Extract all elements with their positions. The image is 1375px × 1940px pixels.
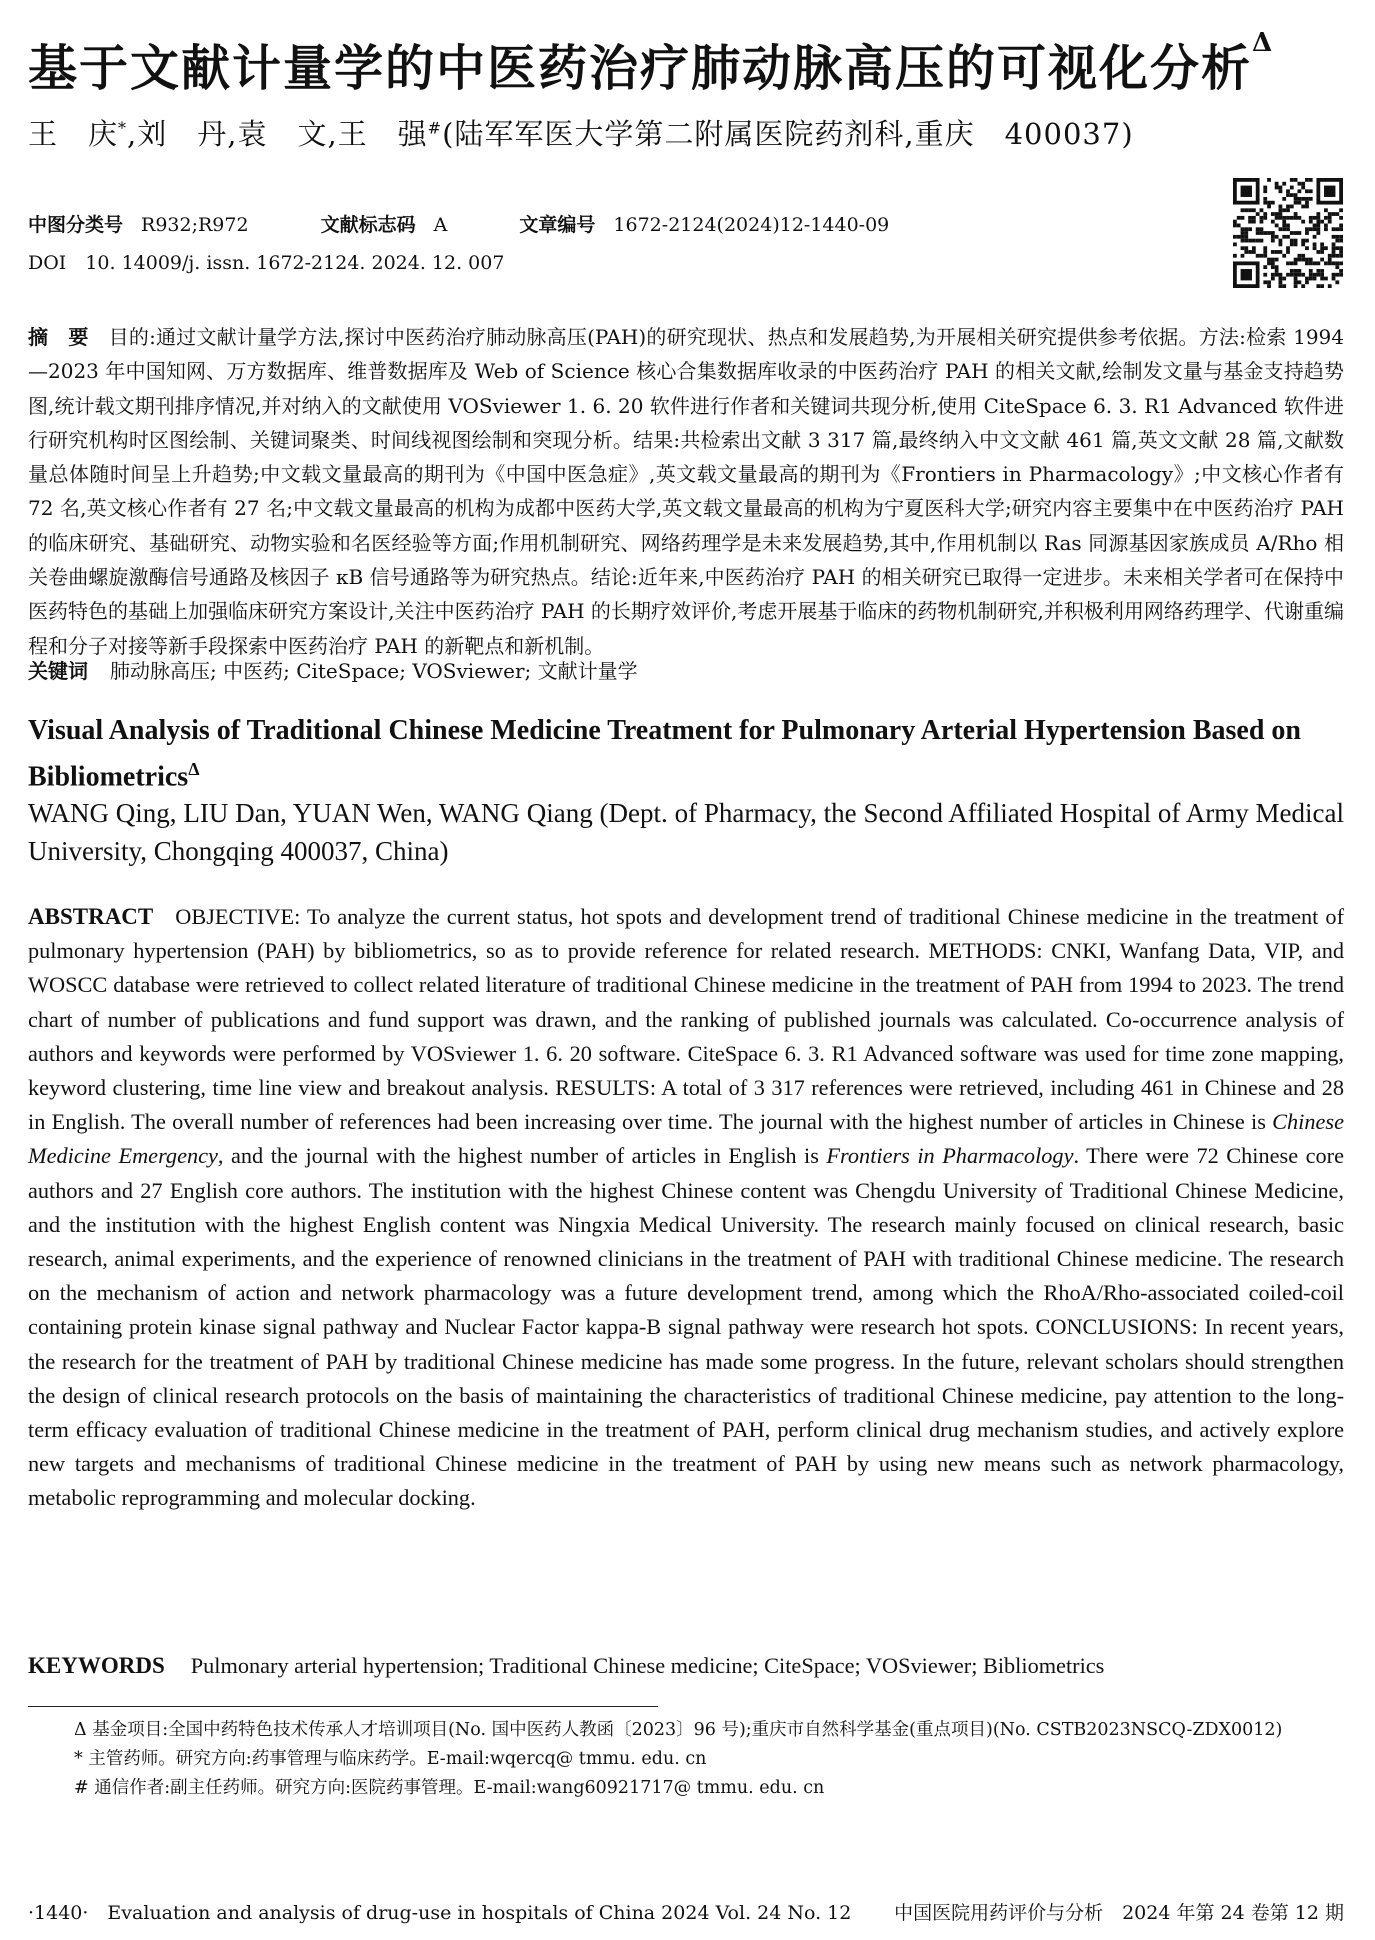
author-rest: ,刘 丹,袁 文,王 强	[127, 117, 428, 151]
footnotes	[28, 1716, 1344, 1803]
article-title-en	[28, 712, 1344, 796]
abstract-cn-label: 摘 要	[28, 325, 89, 349]
footnote-fund: Δ 基金项目:全国中药特色技术传承人才培训项目(No. 国中医药人教函〔2023〕96 号);重庆市自然科学基金(重点项目)(No. CSTB2023NSCQ-ZDX0012)	[74, 1720, 1283, 1740]
authors-en: WANG Qing, LIU Dan, YUAN Wen, WANG Qiang (Dept. of Pharmacy, the Second Affiliated Hospital of Army Medical University, Chongqing 400037, China)	[28, 798, 1344, 866]
footnote-divider	[28, 1706, 658, 1707]
clc-label: 中图分类号	[28, 214, 124, 236]
article-no-value: 1672-2124(2024)12-1440-09	[613, 214, 890, 236]
footer-left: ·1440· Evaluation and analysis of drug-use in hospitals of China 2024 Vol. 24 No. 12	[28, 1902, 852, 1924]
keywords-en-text: Pulmonary arterial hypertension; Traditional Chinese medicine; CiteSpace; VOSviewer; Bibliometrics	[190, 1653, 1105, 1678]
doc-code-label: 文献标志码	[320, 214, 416, 236]
authors-cn	[28, 112, 1328, 153]
footnote-author: * 主管药师。研究方向:药事管理与临床药学。E-mail:wqercq@ tmmu. edu. cn	[74, 1749, 707, 1769]
keywords-cn	[28, 655, 1344, 684]
journal-cn-italic: Chinese Medicine Emergency	[28, 1109, 1344, 1169]
title-en-fund-mark: Δ	[188, 759, 200, 779]
abstract-cn	[28, 320, 1344, 663]
author-mark-hash: #	[427, 118, 443, 138]
abstract-en-text-2: , and the journal with the highest number of articles in English is	[217, 1143, 819, 1169]
abstract-en-label: ABSTRACT	[28, 904, 154, 929]
keywords-en	[28, 1653, 1344, 1679]
article-title-cn	[28, 30, 1348, 100]
affiliation-cn: (陆军军医大学第二附属医院药剂科,重庆 400037)	[442, 117, 1134, 151]
journal-en-italic: Frontiers in Pharmacology	[826, 1143, 1074, 1169]
keywords-cn-text: 肺动脉高压; 中医药; CiteSpace; VOSviewer; 文献计量学	[110, 659, 638, 683]
footer-right: 中国医院用药评价与分析 2024 年第 24 卷第 12 期	[894, 1902, 1344, 1924]
article-meta-row	[28, 210, 955, 237]
footnote-corresponding: # 通信作者:副主任药师。研究方向:医院药事管理。E-mail:wang60921717@ tmmu. edu. cn	[74, 1778, 825, 1798]
abstract-en-text-3: . There were 72 Chinese core authors and 27 English core authors. The institution with the highest Chinese content was Chengdu University of Traditional Chinese Medicine, and the institution with the highest English content was Ningxia Medical University. The research mainly focused on clinical research, basic research, animal experiments, and the experience of renowned clinicians in the treatment of PAH with traditional Chinese medicine. The research on the mechanism of action and network pharmacology was a future development trend, among which the RhoA/Rho-associated coiled-coil containing protein kinase signal pathway and Nuclear Factor kappa-B signal pathway were research hot spots. CONCLUSIONS: In recent years, the research for the treatment of PAH by traditional Chinese medicine has made some progress. In the future, relevant scholars should strengthen the design of clinical research protocols on the basis of maintaining the characteristics of traditional Chinese medicine, pay attention to the long-term efficacy evaluation of traditional Chinese medicine in the treatment of PAH, perform clinical drug mechanism studies, and actively explore new targets and mechanisms of traditional Chinese medicine in the treatment of PAH by using new means such as network pharmacology, metabolic reprogramming and molecular docking.	[28, 1143, 1344, 1511]
author-first: 王 庆	[28, 117, 119, 151]
keywords-cn-label: 关键词	[28, 659, 88, 683]
doc-code-value: A	[433, 214, 448, 236]
author-mark-star: *	[118, 118, 128, 138]
title-cn-text: 基于文献计量学的中医药治疗肺动脉高压的可视化分析	[28, 39, 1253, 97]
abstract-en	[28, 900, 1344, 1516]
clc-value: R932;R972	[141, 214, 249, 236]
abstract-en-text-1: OBJECTIVE: To analyze the current status, hot spots and development trend of traditional Chinese medicine in the treatment of pulmonary hypertension (PAH) by bibliometrics, so as to provide reference for related research. METHODS: CNKI, Wanfang Data, VIP, and WOSCC database were retrieved to collect related literature of traditional Chinese medicine in the treatment of PAH from 1994 to 2023. The trend chart of number of publications and fund support was drawn, and the ranking of published journals was calculated. Co-occurrence analysis of authors and keywords were performed by VOSviewer 1. 6. 20 software. CiteSpace 6. 3. R1 Advanced software was used for time zone mapping, keyword clustering, time line view and breakout analysis. RESULTS: A total of 3 317 references were retrieved, including 461 in Chinese and 28 in English. The overall number of references had been increasing over time. The journal with the highest number of articles in Chinese is	[28, 904, 1344, 1135]
qr-code-icon	[1233, 178, 1343, 288]
title-en-text: Visual Analysis of Traditional Chinese Medicine Treatment for Pulmonary Arterial Hypertension Based on Bibliometrics	[28, 715, 1301, 793]
abstract-cn-text: 目的:通过文献计量学方法,探讨中医药治疗肺动脉高压(PAH)的研究现状、热点和发展趋势,为开展相关研究提供参考依据。方法:检索 1994—2023 年中国知网、万方数据库、维普数据库及 Web of Science 核心合集数据库收录的中医药治疗 PAH 的相关文献,绘制发文量与基金支持趋势图,统计载文期刊排序情况,并对纳入的文献使用 VOSviewer 1. 6. 20 软件进行作者和关键词共现分析,使用 CiteSpace 6. 3. R1 Advanced 软件进行研究机构时区图绘制、关键词聚类、时间线视图绘制和突现分析。结果:共检索出文献 3 317 篇,最终纳入中文文献 461 篇,英文文献 28 篇,文献数量总体随时间呈上升趋势;中文载文量最高的期刊为《中国中医急症》,英文载文量最高的期刊为《Frontiers in Pharmacology》;中文核心作者有 72 名,英文核心作者有 27 名;中文载文量最高的机构为成都中医药大学,英文载文量最高的机构为宁夏医科大学;研究内容主要集中在中医药治疗 PAH 的临床研究、基础研究、动物实验和名医经验等方面;作用机制研究、网络药理学是未来发展趋势,其中,作用机制以 Ras 同源基因家族成员 A/Rho 相关卷曲螺旋激酶信号通路及核因子 κB 信号通路等为研究热点。结论:近年来,中医药治疗 PAH 的相关研究已取得一定进步。未来相关学者可在保持中医药特色的基础上加强临床研究方案设计,关注中医药治疗 PAH 的长期疗效评价,考虑开展基于临床的药物机制研究,并积极利用网络药理学、代谢重编程和分子对接等新手段探索中医药治疗 PAH 的新靶点和新机制。	[28, 325, 1344, 658]
title-fund-mark: Δ	[1252, 28, 1275, 58]
doi: DOI 10. 14009/j. issn. 1672-2124. 2024. 12. 007	[28, 252, 505, 274]
keywords-en-label: KEYWORDS	[28, 1653, 165, 1678]
article-no-label: 文章编号	[519, 214, 596, 236]
